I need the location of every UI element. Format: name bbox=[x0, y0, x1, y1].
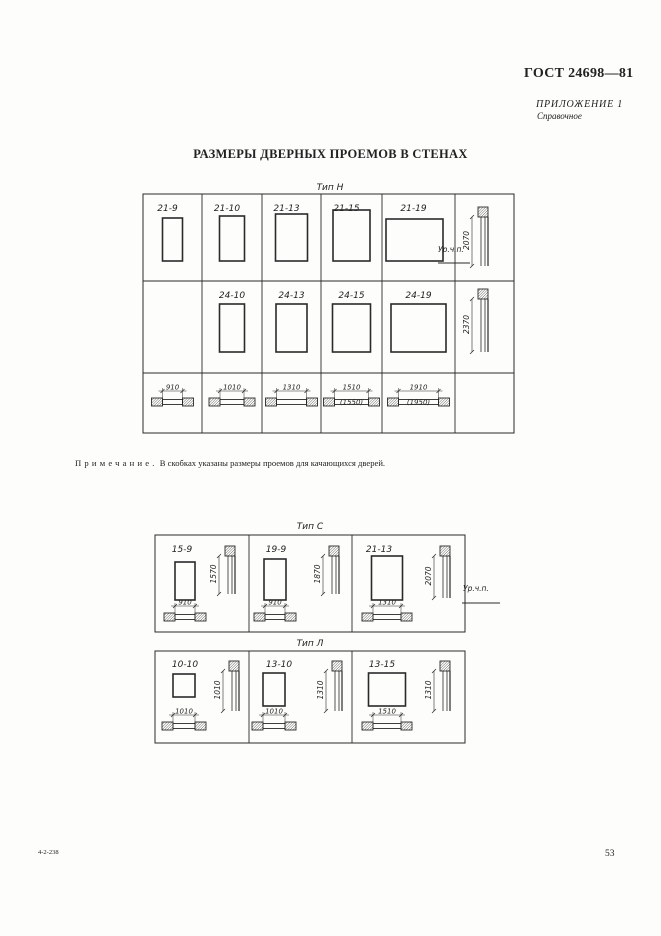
lintel-hatch-h1-hatch-line bbox=[478, 207, 488, 217]
row1-mark-1: 21-10 bbox=[213, 204, 241, 214]
type-c-mark-1: 19-9 bbox=[265, 545, 287, 555]
row1-mark-4: 21-19 bbox=[400, 204, 427, 214]
plan-wall-right-l0-hatch-line bbox=[195, 722, 200, 727]
lintel-hatch-l2 bbox=[440, 661, 450, 671]
plan-wall-left-h2-hatch-line bbox=[271, 400, 277, 406]
plan-wall-left-c2 bbox=[362, 613, 373, 621]
lintel-hatch-l0 bbox=[229, 661, 239, 671]
plan-door-frame-h1 bbox=[220, 400, 244, 405]
lintel-hatch-h2-outline bbox=[478, 289, 488, 299]
lintel-hatch-h1-hatch-line bbox=[484, 213, 488, 217]
type-c-mark-0: 15-9 bbox=[171, 545, 193, 555]
plan-wall-left-c0-hatch-line bbox=[169, 615, 175, 621]
plan-door-frame-h2 bbox=[277, 400, 307, 405]
door-opening-c-19-9 bbox=[264, 559, 286, 600]
height-label-c0: 1570 bbox=[209, 564, 218, 584]
type-c-mark-2: 21-13 bbox=[365, 545, 393, 555]
door-opening-21-13 bbox=[276, 214, 308, 261]
plan-wall-right-l0-hatch-line bbox=[200, 724, 206, 730]
plan-wall-right-h0-hatch-line bbox=[183, 398, 188, 403]
plan-width-label-h1: 1010 bbox=[223, 383, 241, 392]
door-opening-24-13 bbox=[276, 304, 307, 352]
lintel-hatch-c0-hatch-line bbox=[225, 546, 235, 556]
plan-wall-left-h0-hatch-line bbox=[157, 400, 163, 406]
wall-section-l2 bbox=[424, 661, 450, 713]
plan-wall-left-h2 bbox=[266, 398, 277, 406]
plan-wall-right-h1-hatch-line bbox=[244, 398, 249, 403]
plan-width-label-h2: 1310 bbox=[282, 383, 301, 392]
page-title: РАЗМЕРЫ ДВЕРНЫХ ПРОЕМОВ В СТЕНАХ bbox=[193, 147, 468, 161]
lintel-hatch-c0-outline bbox=[225, 546, 235, 556]
height-label-l0: 1010 bbox=[213, 680, 222, 700]
lintel-hatch-c0-hatch-line bbox=[231, 552, 235, 556]
plan-wall-right-h4-hatch-line bbox=[439, 398, 444, 403]
lintel-hatch-c1-hatch-line bbox=[329, 546, 334, 551]
height-label-c1: 1870 bbox=[313, 564, 322, 584]
plan-wall-left-c1-hatch-line bbox=[259, 615, 265, 621]
door-opening-c-21-13 bbox=[372, 556, 403, 600]
lintel-hatch-h1-hatch-line bbox=[478, 207, 483, 212]
plan-width-swing-label-h3: (1550) bbox=[339, 398, 364, 407]
lintel-hatch-c1-outline bbox=[329, 546, 339, 556]
plan-wall-left-l1 bbox=[252, 722, 263, 730]
plan-wall-left-c0 bbox=[164, 613, 175, 621]
plan-wall-left-l1-hatch-line bbox=[252, 722, 257, 727]
lintel-hatch-h2-hatch-line bbox=[484, 295, 488, 299]
lintel-hatch-h2-hatch-line bbox=[478, 289, 483, 294]
lintel-hatch-c2-hatch-line bbox=[440, 546, 450, 556]
plan-wall-right-h0-hatch-line bbox=[188, 400, 194, 406]
lintel-hatch-l1-hatch-line bbox=[332, 661, 337, 666]
lintel-hatch-l1 bbox=[332, 661, 342, 671]
plan-wall-left-h3-hatch-line bbox=[324, 398, 329, 403]
plan-wall-right-c2-hatch-line bbox=[406, 615, 412, 621]
note-lead: Примечание. bbox=[75, 458, 158, 468]
table-l-frame bbox=[155, 651, 465, 743]
plan-width-label-c0: 910 bbox=[178, 598, 192, 607]
plan-wall-right-h1-hatch-line bbox=[249, 400, 255, 406]
plan-wall-right-h2 bbox=[307, 398, 318, 406]
lintel-hatch-c0 bbox=[225, 546, 235, 556]
table-type-h bbox=[143, 183, 514, 433]
plan-width-label-h0: 910 bbox=[165, 383, 180, 392]
lintel-hatch-c1-hatch-line bbox=[335, 552, 339, 556]
row1-mark-3: 21-15 bbox=[333, 204, 360, 214]
row1-mark-2: 21-13 bbox=[273, 204, 300, 214]
plan-wall-left-l2-hatch-line bbox=[367, 724, 373, 730]
plan-wall-left-c0-hatch-line bbox=[164, 613, 169, 618]
plan-wall-left-l0-hatch-line bbox=[167, 724, 173, 730]
lintel-hatch-c1 bbox=[329, 546, 339, 556]
plan-width-label-c1: 910 bbox=[268, 598, 282, 607]
lintel-hatch-l0-hatch-line bbox=[229, 661, 239, 671]
door-opening-l-10-10 bbox=[173, 674, 195, 697]
lintel-hatch-h1-outline bbox=[478, 207, 488, 217]
plan-wall-left-h4 bbox=[388, 398, 399, 406]
plan-wall-right-h0 bbox=[183, 398, 194, 406]
row2-mark-1: 24-13 bbox=[278, 291, 305, 301]
page-number: 53 bbox=[605, 849, 615, 859]
lintel-hatch-c2-hatch-line bbox=[446, 552, 450, 556]
row2-mark-2: 24-15 bbox=[338, 291, 365, 301]
floor-level-label-c: Ур.ч.п. bbox=[463, 584, 489, 593]
plan-width-label-h4: 1910 bbox=[409, 383, 428, 392]
plan-width-swing-label-h4: (1950) bbox=[406, 398, 431, 407]
wall-section-h2 bbox=[462, 289, 488, 354]
door-opening-24-19 bbox=[391, 304, 446, 352]
plan-wall-left-h0-hatch-line bbox=[152, 398, 157, 403]
plan-wall-left-h2-hatch-line bbox=[266, 398, 271, 403]
plan-wall-right-h4 bbox=[439, 398, 450, 406]
door-opening-21-10 bbox=[220, 216, 245, 261]
plan-wall-right-c1-hatch-line bbox=[290, 615, 296, 621]
plan-door-frame-c2 bbox=[373, 615, 401, 620]
table-c-label: Тип С bbox=[296, 522, 324, 532]
note-text: В скобках указаны размеры проемов для качающихся дверей. bbox=[159, 458, 386, 468]
plan-wall-left-l1-hatch-line bbox=[257, 724, 263, 730]
table-type-c bbox=[155, 522, 500, 632]
height-label-l1: 1310 bbox=[316, 680, 325, 700]
plan-wall-left-c2-hatch-line bbox=[362, 613, 367, 618]
plan-door-frame-h0 bbox=[163, 400, 183, 405]
plan-wall-right-c0-hatch-line bbox=[195, 613, 200, 618]
plan-wall-right-h3-hatch-line bbox=[374, 400, 380, 406]
plan-wall-right-c0 bbox=[195, 613, 206, 621]
plan-wall-right-c1 bbox=[285, 613, 296, 621]
footer-code: 4-2-238 bbox=[38, 849, 59, 856]
plan-wall-right-l1-hatch-line bbox=[290, 724, 296, 730]
lintel-hatch-h1 bbox=[478, 207, 488, 217]
wall-section-c0 bbox=[209, 546, 235, 596]
door-opening-24-10 bbox=[220, 304, 245, 352]
plan-width-label-c2: 1310 bbox=[378, 598, 396, 607]
lintel-hatch-c1-hatch-line bbox=[329, 546, 339, 556]
lintel-hatch-l2-hatch-line bbox=[440, 661, 450, 671]
lintel-hatch-c2-outline bbox=[440, 546, 450, 556]
plan-wall-left-h1-hatch-line bbox=[209, 398, 214, 403]
lintel-hatch-l0-hatch-line bbox=[235, 667, 239, 671]
plan-wall-left-l0 bbox=[162, 722, 173, 730]
plan-wall-left-h4-hatch-line bbox=[393, 400, 399, 406]
plan-wall-right-l2 bbox=[401, 722, 412, 730]
door-opening-21-19 bbox=[386, 219, 443, 261]
plan-wall-right-h3 bbox=[369, 398, 380, 406]
plan-wall-left-h3 bbox=[324, 398, 335, 406]
plan-wall-right-h2-hatch-line bbox=[307, 398, 312, 403]
plan-wall-left-l2 bbox=[362, 722, 373, 730]
plan-door-frame-l0 bbox=[173, 724, 195, 729]
lintel-hatch-l1-outline bbox=[332, 661, 342, 671]
door-opening-21-9 bbox=[163, 218, 183, 261]
lintel-hatch-h2 bbox=[478, 289, 488, 299]
height-label-c2: 2070 bbox=[424, 566, 433, 586]
plan-wall-left-c1-hatch-line bbox=[254, 613, 259, 618]
lintel-hatch-l2-outline bbox=[440, 661, 450, 671]
plan-wall-right-l1-hatch-line bbox=[285, 722, 290, 727]
wall-section-c2 bbox=[424, 546, 450, 600]
plan-wall-left-h4-hatch-line bbox=[388, 398, 393, 403]
plan-width-label-l1: 1010 bbox=[265, 707, 283, 716]
plan-door-frame-c0 bbox=[175, 615, 195, 620]
standard-code: ГОСТ 24698—81 bbox=[524, 66, 634, 81]
plan-wall-left-l0-hatch-line bbox=[162, 722, 167, 727]
door-opening-c-15-9 bbox=[175, 562, 195, 600]
annex-type: Справочное bbox=[537, 111, 582, 121]
plan-wall-right-l1 bbox=[285, 722, 296, 730]
table-h-frame bbox=[143, 194, 514, 433]
table-c-frame bbox=[155, 535, 465, 632]
plan-wall-right-l2-hatch-line bbox=[401, 722, 406, 727]
plan-wall-right-h2-hatch-line bbox=[312, 400, 318, 406]
lintel-hatch-l1-hatch-line bbox=[332, 661, 342, 671]
plan-wall-left-l2-hatch-line bbox=[362, 722, 367, 727]
door-opening-l-13-10 bbox=[263, 673, 285, 706]
plan-wall-right-h3-hatch-line bbox=[369, 398, 374, 403]
row2-mark-3: 24-19 bbox=[405, 291, 432, 301]
type-l-mark-1: 13-10 bbox=[265, 660, 293, 670]
lintel-hatch-l1-hatch-line bbox=[338, 667, 342, 671]
plan-wall-right-h1 bbox=[244, 398, 255, 406]
wall-section-c1 bbox=[313, 546, 339, 596]
door-opening-l-13-15 bbox=[369, 673, 406, 706]
plan-width-label-l2: 1510 bbox=[378, 707, 396, 716]
lintel-hatch-l0-hatch-line bbox=[229, 661, 234, 666]
wall-section-h1 bbox=[462, 207, 488, 268]
height-label-h2: 2370 bbox=[462, 314, 471, 335]
lintel-hatch-l0-outline bbox=[229, 661, 239, 671]
plan-wall-right-c1-hatch-line bbox=[285, 613, 290, 618]
lintel-hatch-h2-hatch-line bbox=[478, 289, 488, 299]
plan-wall-left-c2-hatch-line bbox=[367, 615, 373, 621]
plan-door-frame-l1 bbox=[263, 724, 285, 729]
door-opening-21-15 bbox=[333, 210, 370, 261]
plan-wall-left-h0 bbox=[152, 398, 163, 406]
plan-door-frame-l2 bbox=[373, 724, 401, 729]
annex-label: ПРИЛОЖЕНИЕ 1 bbox=[536, 99, 624, 110]
door-opening-24-15 bbox=[333, 304, 371, 352]
plan-wall-left-h1-hatch-line bbox=[214, 400, 220, 406]
plan-width-label-l0: 1010 bbox=[175, 707, 193, 716]
table-h-label: Тип Н bbox=[316, 183, 344, 193]
wall-section-l1 bbox=[316, 661, 342, 713]
plan-wall-right-l0 bbox=[195, 722, 206, 730]
plan-door-frame-c1 bbox=[265, 615, 285, 620]
table-l-label: Тип Л bbox=[296, 639, 324, 649]
height-label-l2: 1310 bbox=[424, 680, 433, 700]
plan-wall-left-h3-hatch-line bbox=[329, 400, 335, 406]
row1-mark-0: 21-9 bbox=[157, 204, 178, 214]
lintel-hatch-c2-hatch-line bbox=[440, 546, 445, 551]
plan-wall-right-l2-hatch-line bbox=[406, 724, 412, 730]
height-label-h1: 2070 bbox=[462, 230, 471, 251]
plan-wall-right-c2 bbox=[401, 613, 412, 621]
plan-width-label-h3: 1510 bbox=[342, 383, 361, 392]
plan-wall-left-c1 bbox=[254, 613, 265, 621]
lintel-hatch-c0-hatch-line bbox=[225, 546, 230, 551]
row2-mark-0: 24-10 bbox=[218, 291, 246, 301]
type-l-mark-0: 10-10 bbox=[171, 660, 199, 670]
plan-wall-right-c0-hatch-line bbox=[200, 615, 206, 621]
floor-level-label-h: Ур.ч.п. bbox=[438, 245, 464, 254]
table-type-l bbox=[155, 639, 465, 743]
plan-wall-right-h4-hatch-line bbox=[444, 400, 450, 406]
plan-wall-left-h1 bbox=[209, 398, 220, 406]
wall-section-l0 bbox=[213, 661, 239, 713]
lintel-hatch-c2 bbox=[440, 546, 450, 556]
type-l-mark-2: 13-15 bbox=[368, 660, 396, 670]
lintel-hatch-l2-hatch-line bbox=[440, 661, 445, 666]
plan-wall-right-c2-hatch-line bbox=[401, 613, 406, 618]
lintel-hatch-l2-hatch-line bbox=[446, 667, 450, 671]
note bbox=[75, 458, 385, 468]
